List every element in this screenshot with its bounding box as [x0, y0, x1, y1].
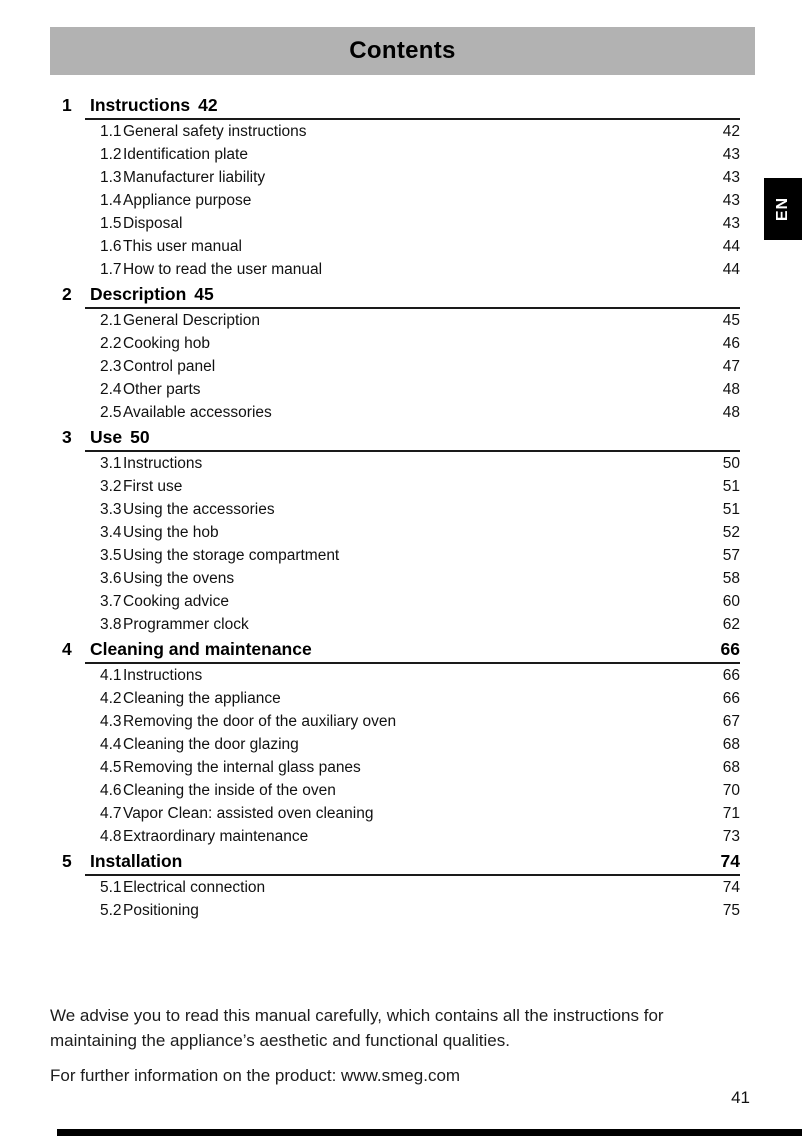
toc-item-title: Available accessories — [123, 404, 272, 421]
toc-item-number: 2.2 — [100, 335, 122, 352]
toc-item-number: 4.3 — [100, 713, 122, 730]
toc-section-page: 50 — [130, 427, 150, 447]
toc-item-page: 43 — [722, 146, 740, 163]
toc-item[interactable] — [62, 332, 740, 355]
toc-section-page: 74 — [720, 851, 740, 871]
toc-section-title: Installation — [90, 851, 183, 871]
toc-item[interactable] — [62, 401, 740, 424]
toc-item[interactable] — [62, 664, 740, 687]
toc-item[interactable] — [62, 378, 740, 401]
toc-item-page: 58 — [722, 570, 740, 587]
toc-item-title: Other parts — [123, 381, 201, 398]
toc-section-title: Instructions — [90, 95, 191, 115]
toc-item[interactable] — [62, 235, 740, 258]
toc-item[interactable] — [62, 212, 740, 235]
toc-item[interactable] — [62, 756, 740, 779]
contents-header-bar — [50, 27, 755, 75]
toc-item[interactable] — [62, 687, 740, 710]
toc-item-page: 62 — [722, 616, 740, 633]
bottom-edge-bar — [57, 1129, 802, 1136]
toc-item-number: 1.2 — [100, 146, 122, 163]
toc-item-number: 3.7 — [100, 593, 122, 610]
toc-item-title: Manufacturer liability — [123, 169, 266, 186]
toc-item[interactable] — [62, 498, 740, 521]
toc-item[interactable] — [62, 355, 740, 378]
footer-paragraph-1: We advise you to read this manual carefully, which contains all the instructions for maintaining the appliance’s aesthetic and functional qualities. — [50, 1006, 664, 1050]
toc-section-number: 5 — [62, 851, 72, 871]
toc-item[interactable] — [62, 521, 740, 544]
toc-item-number: 4.2 — [100, 690, 122, 707]
toc-item-number: 3.5 — [100, 547, 122, 564]
toc-section-entry[interactable] — [62, 281, 740, 307]
toc-item-number: 5.1 — [100, 879, 122, 896]
toc-item-page: 67 — [722, 713, 740, 730]
toc-item[interactable] — [62, 143, 740, 166]
toc — [62, 92, 740, 922]
toc-item-title: Using the accessories — [123, 501, 275, 518]
toc-item-number: 4.7 — [100, 805, 122, 822]
toc-item-number: 3.8 — [100, 616, 122, 633]
toc-item-title: Removing the internal glass panes — [123, 759, 361, 776]
toc-item[interactable] — [62, 544, 740, 567]
toc-item-page: 47 — [722, 358, 740, 375]
toc-section-title: Cleaning and maintenance — [90, 639, 312, 659]
toc-section-page: 42 — [198, 95, 218, 115]
toc-item[interactable] — [62, 258, 740, 281]
toc-item-title: Positioning — [123, 902, 199, 919]
toc-item-page: 66 — [722, 690, 740, 707]
toc-section-number: 1 — [62, 95, 72, 115]
toc-item-page: 42 — [722, 123, 740, 140]
toc-item-number: 4.8 — [100, 828, 122, 845]
toc-item-page: 48 — [722, 404, 740, 421]
page-number: 41 — [731, 1088, 750, 1107]
toc-item-title: Electrical connection — [123, 879, 266, 896]
toc-item[interactable] — [62, 189, 740, 212]
toc-item[interactable] — [62, 120, 740, 143]
toc-item-page: 44 — [722, 261, 740, 278]
toc-item-page: 50 — [722, 455, 740, 472]
toc-item[interactable] — [62, 779, 740, 802]
toc-item-page: 66 — [722, 667, 740, 684]
toc-item-page: 45 — [722, 312, 740, 329]
toc-item-page: 68 — [722, 736, 740, 753]
toc-item-number: 4.5 — [100, 759, 122, 776]
toc-item-number: 1.1 — [100, 123, 122, 140]
toc-item-title: Cleaning the inside of the oven — [123, 782, 336, 799]
toc-item[interactable] — [62, 166, 740, 189]
toc-item-title: Identification plate — [123, 146, 248, 163]
toc-item-title: Vapor Clean: assisted oven cleaning — [123, 805, 374, 822]
toc-section-entry[interactable] — [62, 424, 740, 450]
toc-item-page: 68 — [722, 759, 740, 776]
toc-item-page: 52 — [722, 524, 740, 541]
footer-note — [50, 1004, 698, 1100]
toc-item[interactable] — [62, 590, 740, 613]
toc-item-page: 73 — [722, 828, 740, 845]
toc-section-page: 45 — [194, 284, 214, 304]
toc-section-page: 66 — [720, 639, 740, 659]
toc-section-number: 2 — [62, 284, 72, 304]
toc-item-number: 3.4 — [100, 524, 122, 541]
toc-item-title: Appliance purpose — [123, 192, 252, 209]
toc-item-number: 3.1 — [100, 455, 122, 472]
toc-item[interactable] — [62, 309, 740, 332]
toc-item[interactable] — [62, 613, 740, 636]
toc-item-page: 75 — [722, 902, 740, 919]
toc-item[interactable] — [62, 452, 740, 475]
toc-item-title: Control panel — [123, 358, 216, 375]
toc-item[interactable] — [62, 567, 740, 590]
toc-item-title: Instructions — [123, 667, 203, 684]
toc-item-page: 74 — [722, 879, 740, 896]
toc-section-number: 3 — [62, 427, 72, 447]
toc-item-title: Cleaning the appliance — [123, 690, 281, 707]
toc-item-title: Disposal — [123, 215, 183, 232]
toc-section-title: Description — [90, 284, 187, 304]
toc-item-number: 3.6 — [100, 570, 122, 587]
toc-item-number: 1.6 — [100, 238, 122, 255]
toc-item-title: General Description — [123, 312, 260, 329]
toc-section-number: 4 — [62, 639, 72, 659]
toc-item-number: 2.4 — [100, 381, 122, 398]
toc-item-title: General safety instructions — [123, 123, 307, 140]
toc-item[interactable] — [62, 876, 740, 899]
toc-item-number: 3.3 — [100, 501, 122, 518]
toc-item-title: First use — [123, 478, 183, 495]
toc-item-page: 60 — [722, 593, 740, 610]
toc-item-number: 2.3 — [100, 358, 122, 375]
toc-item-title: Cooking advice — [123, 593, 229, 610]
toc-item-number: 1.7 — [100, 261, 122, 278]
toc-section-entry[interactable] — [62, 92, 740, 118]
toc-item[interactable] — [62, 733, 740, 756]
toc-section-entry[interactable] — [62, 636, 740, 662]
toc-item[interactable] — [62, 710, 740, 733]
toc-item-title: Extraordinary maintenance — [123, 828, 309, 845]
toc-item-title: Instructions — [123, 455, 203, 472]
toc-item-page: 43 — [722, 169, 740, 186]
toc-item-page: 46 — [722, 335, 740, 352]
toc-item-title: Using the ovens — [123, 570, 235, 587]
toc-item-page: 43 — [722, 192, 740, 209]
toc-item-title: Programmer clock — [123, 616, 249, 633]
toc-item-number: 3.2 — [100, 478, 122, 495]
toc-section-title: Use — [90, 427, 123, 447]
toc-item-page: 51 — [722, 478, 740, 495]
toc-item-number: 5.2 — [100, 902, 122, 919]
toc-item-number: 1.3 — [100, 169, 122, 186]
toc-item-page: 51 — [722, 501, 740, 518]
toc-item[interactable] — [62, 825, 740, 848]
toc-item[interactable] — [62, 802, 740, 825]
toc-item[interactable] — [62, 475, 740, 498]
toc-item-title: Using the hob — [123, 524, 219, 541]
toc-item[interactable] — [62, 899, 740, 922]
toc-section-entry[interactable] — [62, 848, 740, 874]
toc-item-title: Using the storage compartment — [123, 547, 340, 564]
footer-paragraph-2: For further information on the product: www.smeg.com — [50, 1066, 461, 1085]
toc-item-page: 57 — [722, 547, 740, 564]
toc-item-title: Cooking hob — [123, 335, 211, 352]
toc-item-page: 44 — [722, 238, 740, 255]
toc-item-number: 1.5 — [100, 215, 122, 232]
toc-item-title: This user manual — [123, 238, 242, 255]
language-tab-en — [764, 178, 802, 240]
toc-item-page: 71 — [722, 805, 740, 822]
toc-item-page: 48 — [722, 381, 740, 398]
toc-item-number: 2.1 — [100, 312, 122, 329]
language-tab-label: EN — [773, 196, 791, 222]
toc-item-title: How to read the user manual — [123, 261, 323, 278]
toc-item-number: 2.5 — [100, 404, 122, 421]
toc-item-page: 70 — [722, 782, 740, 799]
toc-item-title: Removing the door of the auxiliary oven — [123, 713, 397, 730]
toc-item-number: 4.6 — [100, 782, 122, 799]
toc-item-number: 4.1 — [100, 667, 122, 684]
toc-item-number: 1.4 — [100, 192, 122, 209]
toc-item-page: 43 — [722, 215, 740, 232]
toc-item-title: Cleaning the door glazing — [123, 736, 299, 753]
page-title: Contents — [349, 37, 456, 64]
toc-item-number: 4.4 — [100, 736, 122, 753]
